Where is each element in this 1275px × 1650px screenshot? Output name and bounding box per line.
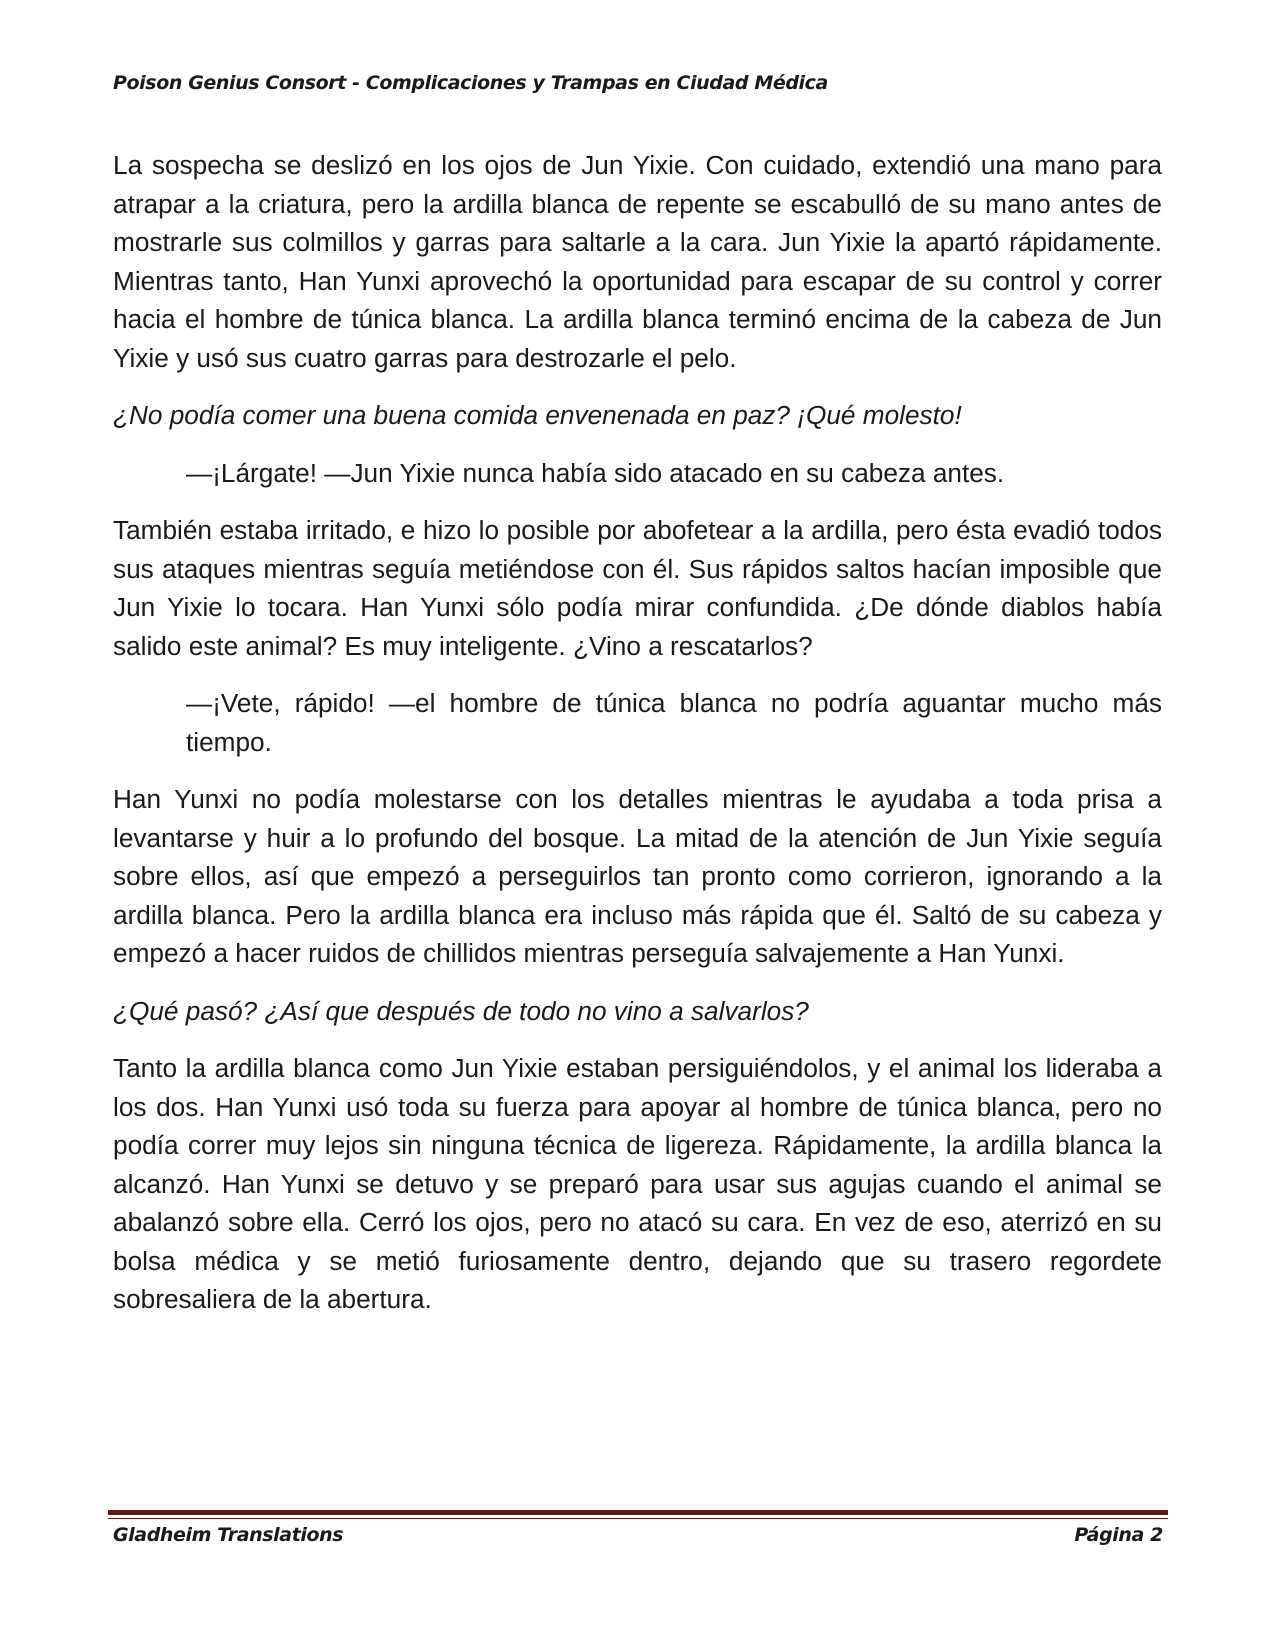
italic-thought: ¿No podía comer una buena comida envenenada en paz? ¡Qué molesto! (113, 400, 962, 430)
footer-divider-thick (108, 1510, 1168, 1515)
footer-translator: Gladheim Translations (113, 1524, 344, 1546)
dialogue-line: —¡Lárgate! —Jun Yixie nunca había sido atacado en su cabeza antes. (186, 457, 1005, 488)
italic-thought: ¿Qué pasó? ¿Así que después de todo no vino a salvarlos? (113, 995, 809, 1026)
page-header-title: Poison Genius Consort - Complicaciones y Trampas en Ciudad Médica (113, 72, 828, 94)
page-body (113, 146, 1162, 1338)
paragraph: La sospecha se deslizó en los ojos de Jun Yixie. Con cuidado, extendió una mano para atrapar a la criatura, pero la ardilla blanca de repente se escabulló de su mano antes de mostrarle sus colmillos y garras para saltarle a la cara. Jun Yixie la apartó rápidamente. Mientras tanto, Han Yunxi aprovechó la oportunidad para escapar de su control y correr hacia el hombre de túnica blanca. La ardilla blanca terminó encima de la cabeza de Jun Yixie y usó sus cuatro garras para destrozarle el pelo. (113, 150, 1162, 373)
footer-divider-thin (108, 1518, 1168, 1519)
paragraph: Han Yunxi no podía molestarse con los detalles mientras le ayudaba a toda prisa a levantarse y huir a lo profundo del bosque. La mitad de la atención de Jun Yixie seguía sobre ellos, así que empezó a perseguirlos tan pronto como corrieron, ignorando a la ardilla blanca. Pero la ardilla blanca era incluso más rápida que él. Saltó de su cabeza y empezó a hacer ruidos de chillidos mientras perseguía salvajemente a Han Yunxi. (113, 784, 1162, 968)
footer-page-number: Página 2 (1074, 1524, 1163, 1546)
dialogue-line: —¡Vete, rápido! —el hombre de túnica blanca no podría aguantar mucho más tiempo. (186, 688, 1162, 757)
paragraph: Tanto la ardilla blanca como Jun Yixie estaban persiguiéndolos, y el animal los lideraba a los dos. Han Yunxi usó toda su fuerza para apoyar al hombre de túnica blanca, pero no podía correr muy lejos sin ninguna técnica de ligereza. Rápidamente, la ardilla blanca la alcanzó. Han Yunxi se detuvo y se preparó para usar sus agujas cuando el animal se abalanzó sobre ella. Cerró los ojos, pero no atacó su cara. En vez de eso, aterrizó en su bolsa médica y se metió furiosamente dentro, dejando que su trasero regordete sobresaliera de la abertura. (113, 1053, 1162, 1314)
paragraph: También estaba irritado, e hizo lo posible por abofetear a la ardilla, pero ésta evadió todos sus ataques mientras seguía metiéndose con él. Sus rápidos saltos hacían imposible que Jun Yixie lo tocara. Han Yunxi sólo podía mirar confundida. ¿De dónde diablos había salido este animal? Es muy inteligente. ¿Vino a rescatarlos? (113, 515, 1162, 661)
